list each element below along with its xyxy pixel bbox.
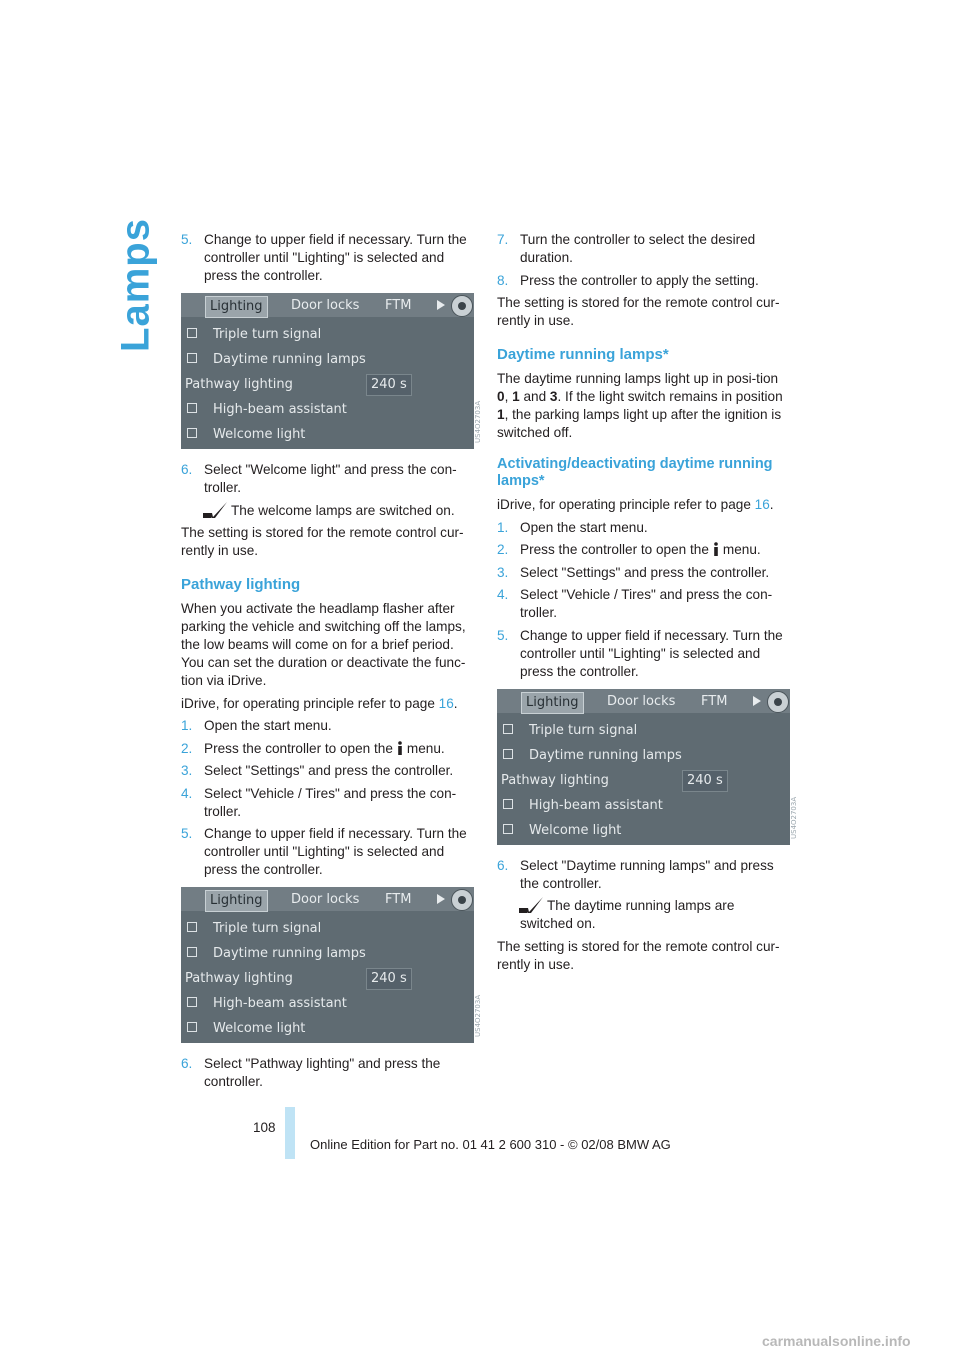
step-text: menu.: [722, 542, 761, 557]
list-item: [497, 627, 790, 681]
punctuation: .: [769, 497, 774, 512]
controller-icon: [451, 889, 473, 911]
page-link[interactable]: 16: [438, 695, 454, 711]
text-run: , the parking lamps light up after the ignition is switched off.: [497, 407, 782, 440]
screen-row-label: Welcome light: [529, 822, 622, 838]
screen-tab-ftm: FTM: [385, 892, 412, 907]
step-number: 5.: [497, 627, 509, 643]
step-text: Press the controller to open the: [520, 542, 709, 557]
screen-row-label: Pathway lighting: [501, 772, 609, 788]
screen-row-label: Triple turn signal: [213, 327, 322, 342]
text-run: . If the light switch remains in position: [557, 389, 783, 404]
screen-row: [187, 1020, 305, 1038]
step-text: Open the start menu.: [204, 718, 332, 733]
screen-row-label: Triple turn signal: [213, 921, 322, 936]
step-number: 6.: [181, 1056, 193, 1071]
checkbox-icon: [503, 724, 513, 734]
step-text: Select "Daytime running lamps" and press the controller.: [520, 857, 774, 891]
step-text: Change to upper field if necessary. Turn the controller until "Lighting" is selected and press the controller.: [520, 627, 783, 679]
list-item: [181, 717, 474, 735]
step-number: 3.: [181, 763, 193, 778]
paragraph: The setting is stored for the remote control cur-rently in use.: [181, 525, 464, 558]
screen-row: [187, 326, 321, 344]
screen-tab-ftm: FTM: [385, 298, 412, 313]
image-code-text: US4O2703A: [790, 796, 798, 839]
step-number: 4.: [497, 587, 509, 602]
switch-position: 1: [512, 389, 520, 404]
screen-row-label: High-beam assistant: [213, 402, 347, 417]
screen-row-label: High-beam assistant: [529, 797, 663, 813]
idrive-ref-text: iDrive, for operating principle refer to page: [497, 497, 755, 512]
note: [497, 897, 790, 933]
screen-duration-value: 240 s: [366, 968, 412, 990]
screen-row-label: Daytime running lamps: [213, 946, 366, 961]
paragraph: [181, 695, 474, 713]
list-item: [181, 461, 474, 497]
note: [181, 502, 474, 520]
screen-duration-value: 240 s: [682, 770, 728, 792]
screen-row-label: Pathway lighting: [185, 971, 293, 986]
screen-row: [503, 822, 621, 840]
switch-position: 1: [497, 407, 505, 422]
step-number: 2.: [181, 740, 193, 756]
image-code-text: US4O2703A: [474, 400, 482, 443]
controller-icon: [767, 691, 789, 713]
text-run: The daytime running lamps light up in posi-tion: [497, 371, 779, 386]
list-item: [181, 825, 474, 879]
list-item: [497, 541, 790, 559]
paragraph: [497, 496, 790, 514]
step-text: menu.: [406, 740, 445, 756]
step-text: Open the start menu.: [520, 519, 648, 535]
screen-row-label: Welcome light: [213, 1021, 306, 1036]
checkmark-icon: [519, 896, 545, 914]
screen-row: [187, 351, 366, 369]
screen-row-label: Daytime running lamps: [213, 352, 366, 367]
text-run: and: [519, 389, 550, 404]
screen-row-label: Pathway lighting: [185, 377, 293, 392]
section-title-text: Lamps: [113, 218, 158, 352]
step-text: Select "Settings" and press the controller.: [204, 763, 454, 778]
image-code-text: US4O2703A: [474, 994, 482, 1037]
paragraph: When you activate the headlamp flasher after parking the vehicle and switching off the lamps, the low beams will come on for a brief period. You can set the duration or deactivate the func-tion via iDrive.: [181, 601, 466, 688]
paragraph: The setting is stored for the remote control cur-rently in use.: [497, 938, 780, 972]
screen-row-label: Daytime running lamps: [529, 747, 682, 763]
note-text: The daytime running lamps are switched on.: [520, 898, 735, 931]
info-icon: [712, 542, 720, 556]
screen-row: [187, 995, 347, 1013]
list-item: [497, 519, 790, 537]
section-heading: Pathway lighting: [181, 576, 301, 593]
paragraph: The setting is stored for the remote control cur-rently in use.: [497, 295, 780, 328]
screen-tab-lighting: Lighting: [205, 890, 268, 912]
idrive-ref-text: iDrive, for operating principle refer to page: [181, 695, 439, 711]
switch-position: 3: [549, 389, 558, 404]
arrow-right-icon: [437, 894, 445, 904]
step-text: Select "Vehicle / Tires" and press the con-troller.: [520, 587, 773, 620]
step-number: 5.: [181, 826, 193, 841]
screen-tab-door-locks: Door locks: [291, 298, 360, 313]
step-number: 5.: [181, 232, 193, 247]
step-number: 1.: [497, 519, 509, 535]
step-number: 1.: [181, 718, 193, 733]
screen-row: [187, 401, 347, 419]
info-icon: [396, 741, 404, 755]
section-title: [113, 218, 158, 352]
idrive-screen-image: [497, 689, 798, 845]
arrow-right-icon: [753, 696, 761, 706]
subsection-heading: Activating/deactivating daytime running lamps*: [497, 456, 773, 489]
screen-row: [501, 772, 609, 790]
screen-tab-door-locks: Door locks: [291, 892, 360, 907]
list-item: [497, 564, 790, 582]
step-number: 4.: [181, 785, 193, 801]
watermark: carmanualsonline.info: [762, 1333, 911, 1349]
screen-tab-ftm: FTM: [701, 693, 728, 709]
step-text: Change to upper field if necessary. Turn the controller until "Lighting" is selected and press the controller.: [204, 232, 467, 283]
list-item: [497, 231, 790, 267]
checkbox-icon: [187, 997, 197, 1007]
step-number: 8.: [497, 272, 509, 288]
screen-tab-lighting: Lighting: [205, 296, 268, 318]
checkbox-icon: [187, 328, 197, 338]
list-item: [497, 272, 790, 290]
step-text: Change to upper field if necessary. Turn the controller until "Lighting" is selected and press the controller.: [204, 826, 467, 877]
section-heading: Daytime running lamps*: [497, 346, 669, 363]
step-number: 2.: [497, 542, 509, 557]
page-number: 108: [253, 1120, 276, 1135]
checkbox-icon: [187, 922, 197, 932]
left-column: [181, 231, 482, 1096]
screen-row: [185, 376, 293, 394]
checkbox-icon: [503, 824, 513, 834]
note-text: The welcome lamps are switched on.: [231, 502, 455, 518]
list-item: [181, 231, 474, 285]
list-item: [181, 785, 474, 821]
paragraph: [497, 370, 790, 442]
idrive-screen-image: [181, 887, 482, 1043]
screen-row: [187, 920, 321, 938]
step-text: Press the controller to apply the setting.: [520, 272, 759, 288]
screen-row-label: Triple turn signal: [529, 722, 638, 738]
list-item: [181, 1055, 474, 1091]
switch-position: 0: [497, 389, 505, 404]
footer-text: Online Edition for Part no. 01 41 2 600 310 - © 02/08 BMW AG: [310, 1137, 671, 1152]
screen-row: [503, 747, 682, 765]
step-number: 6.: [497, 857, 509, 873]
right-column: [497, 231, 798, 978]
screen-row: [503, 797, 663, 815]
checkbox-icon: [187, 428, 197, 438]
step-number: 6.: [181, 462, 193, 477]
footer-bar: [285, 1107, 295, 1159]
list-item: [181, 762, 474, 780]
step-text: Press the controller to open the: [204, 740, 393, 756]
screen-row: [503, 722, 637, 740]
screen-row-label: High-beam assistant: [213, 996, 347, 1011]
step-text: Select "Pathway lighting" and press the controller.: [204, 1056, 441, 1089]
step-text: Select "Settings" and press the controller.: [520, 564, 770, 580]
step-number: 7.: [497, 232, 509, 247]
checkbox-icon: [187, 947, 197, 957]
screen-row: [187, 426, 305, 444]
controller-icon: [451, 295, 473, 317]
checkbox-icon: [187, 403, 197, 413]
checkbox-icon: [187, 1022, 197, 1032]
step-number: 3.: [497, 564, 509, 580]
screen-tab-door-locks: Door locks: [607, 693, 676, 709]
checkbox-icon: [187, 353, 197, 363]
checkbox-icon: [503, 799, 513, 809]
checkbox-icon: [503, 749, 513, 759]
screen-row-label: Welcome light: [213, 427, 306, 442]
idrive-screen-image: [181, 293, 482, 449]
punctuation: .: [453, 695, 458, 711]
page-link[interactable]: 16: [754, 497, 770, 512]
screen-tab-lighting: Lighting: [521, 692, 584, 714]
screen-duration-value: 240 s: [366, 374, 412, 396]
arrow-right-icon: [437, 300, 445, 310]
list-item: [497, 857, 790, 893]
list-item: [181, 740, 474, 758]
checkmark-icon: [203, 501, 229, 519]
screen-row: [185, 970, 293, 988]
step-text: Select "Welcome light" and press the con-troller.: [204, 462, 457, 495]
step-text: Turn the controller to select the desired duration.: [520, 232, 756, 265]
step-text: Select "Vehicle / Tires" and press the con-troller.: [204, 785, 457, 819]
screen-row: [187, 945, 366, 963]
text-run: ,: [504, 389, 513, 404]
list-item: [497, 586, 790, 622]
